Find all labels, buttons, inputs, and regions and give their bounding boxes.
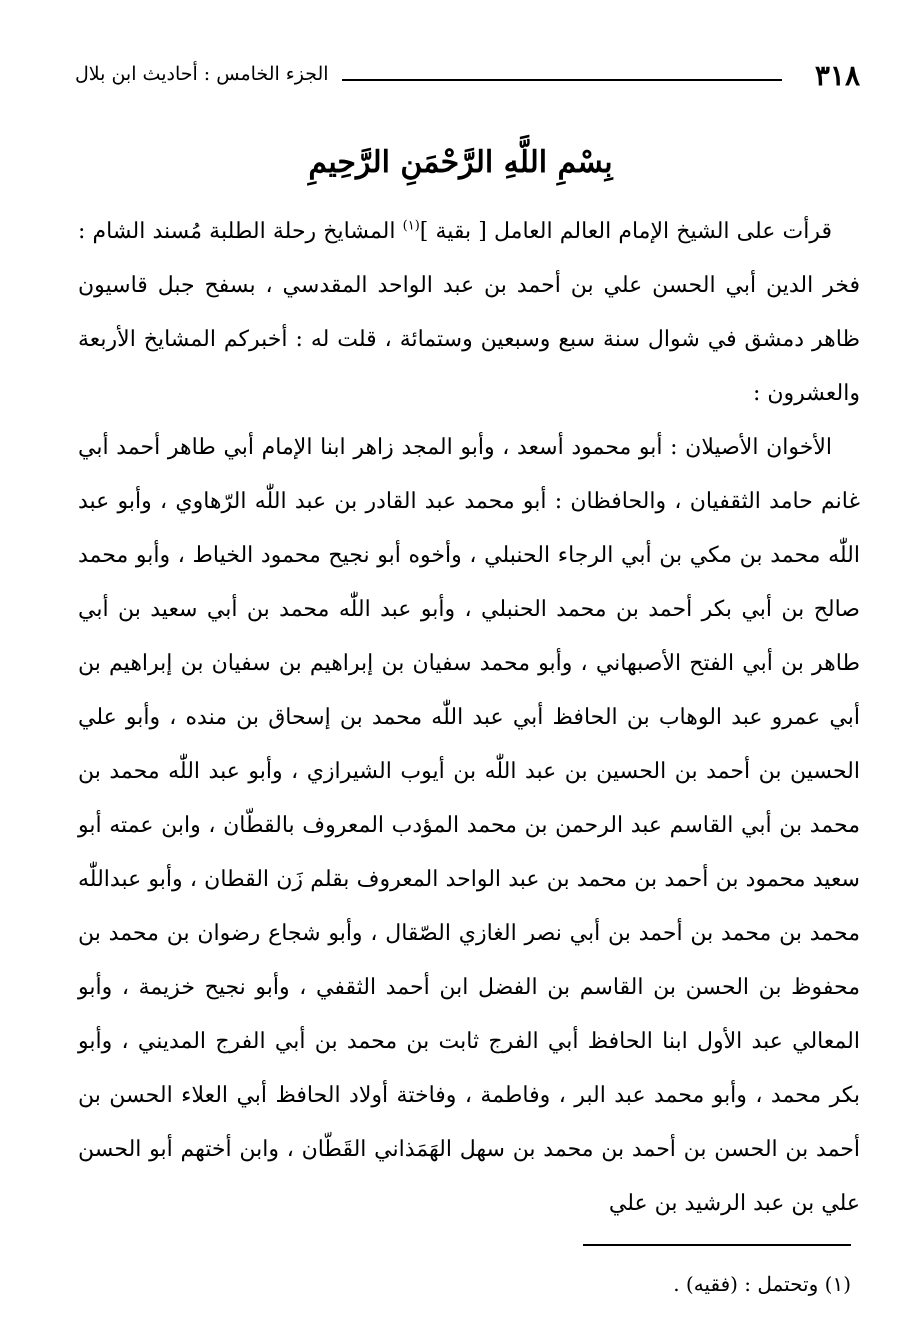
- page-number: ٣١٨: [814, 59, 860, 92]
- header-rule: [342, 79, 782, 81]
- paragraph-1-rest: المشايخ رحلة الطلبة مُسند الشام : فخر الدين أبي الحسن علي بن أحمد بن عبد الواحد المقدسي ، بسفح جبل قاسيون ظاهر دمشق في شوال سنة سبع وسبعين وستمائة ، قلت له : أخبركم المشايخ الأربعة والعشرون :: [78, 219, 860, 406]
- basmala-heading: بِسْمِ اللَّهِ الرَّحْمَنِ الرَّحِيمِ: [308, 145, 613, 180]
- running-title: الجزء الخامس : أحاديث ابن بلال: [75, 63, 329, 85]
- paragraph-1: [78, 205, 860, 421]
- footnote-separator: [583, 1244, 851, 1246]
- running-header: [75, 55, 860, 103]
- paragraph-1-start: قرأت على الشيخ الإمام العالم العامل [ بقية ]: [419, 219, 833, 244]
- footnote: (١) وتحتمل : (فقيه) .: [673, 1272, 851, 1296]
- body-text: [78, 205, 860, 1231]
- footnote-reference: (١): [402, 218, 420, 234]
- paragraph-2: الأخوان الأصيلان : أبو محمود أسعد ، وأبو المجد زاهر ابنا الإمام أبي طاهر أحمد أبي غانم حامد الثقفيان ، والحافظان : أبو محمد عبد القادر بن عبد اللّٰه الرّهاوي ، وأبو عبد اللّٰه محمد بن مكي بن أبي الرجاء الحنبلي ، وأخوه أبو نجيح محمود الخياط ، وأبو محمد صالح بن أبي بكر أحمد بن محمد الحنبلي ، وأبو عبد اللّٰه محمد بن أبي سعيد بن أبي طاهر بن أبي الفتح الأصبهاني ، وأبو محمد سفيان بن إبراهيم بن سفيان بن إبراهيم بن أبي عمرو عبد الوهاب بن الحافظ أبي عبد اللّٰه محمد بن إسحاق بن منده ، وأبو علي الحسين بن أحمد بن الحسين بن عبد اللّٰه بن أيوب الشيرازي ، وأبو عبد اللّٰه محمد بن محمد بن أبي القاسم عبد الرحمن بن محمد المؤدب المعروف بالقطّان ، وابن عمته أبو سعيد محمود بن أحمد بن محمد بن عبد الواحد المعروف بقلم زَن القطان ، وأبو عبداللّٰه محمد بن محمد بن أحمد بن أبي نصر الغازي الصّقال ، وأبو شجاع رضوان بن محمد بن محفوظ بن الحسن بن القاسم بن الفضل ابن أحمد الثقفي ، وأبو نجيح خزيمة ، وأبو المعالي عبد الأول ابنا الحافظ أبي الفرج ثابت بن محمد بن أبي الفرج المديني ، وأبو بكر محمد ، وأبو محمد عبد البر ، وفاطمة ، وفاختة أولاد الحافظ أبي العلاء الحسن بن أحمد بن الحسن بن أحمد بن محمد بن سهل الهَمَذاني القَطّان ، وابن أختهم أبو الحسن علي بن عبد الرشيد بن علي: [78, 435, 861, 1216]
